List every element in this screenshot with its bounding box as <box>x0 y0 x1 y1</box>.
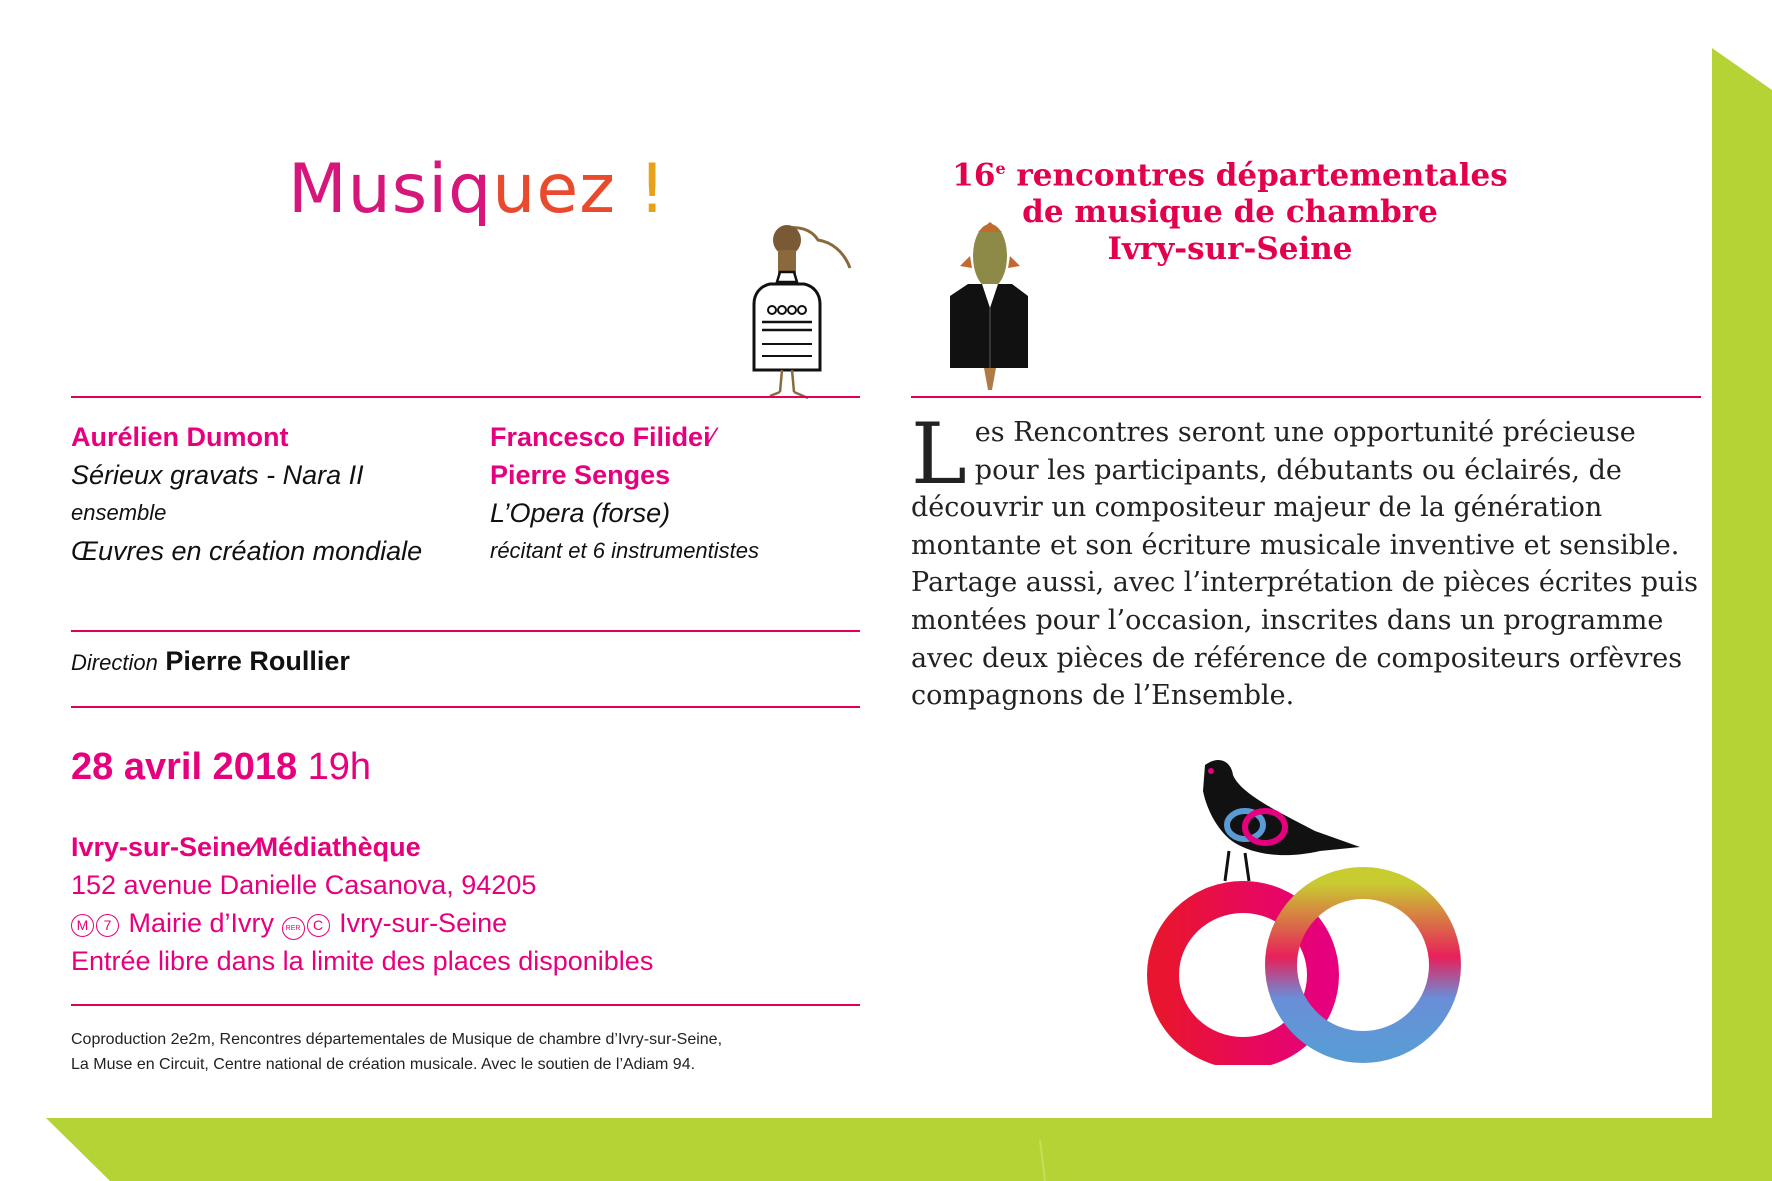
divider <box>71 706 860 708</box>
work-title: L’Opera (forse) <box>490 498 671 528</box>
title-part1: Musiq <box>288 150 493 229</box>
metro-icon: M <box>71 914 94 937</box>
page-title <box>288 150 667 229</box>
venue-address: 152 avenue Danielle Casanova, 94205 <box>71 870 537 900</box>
slash-separator: ⁄ <box>710 422 716 452</box>
divider <box>71 630 860 632</box>
bird-in-sweater-icon <box>740 222 860 400</box>
rer-icon: RER <box>282 917 305 940</box>
headline-line3: Ivry-sur-Seine <box>1107 231 1353 268</box>
program-col2 <box>490 418 759 570</box>
work-title: Sérieux gravats - Nara II <box>71 460 364 490</box>
director-name: Pierre Roullier <box>165 646 350 676</box>
headline-num: 16 <box>952 157 996 194</box>
rer-station: Ivry-sur-Seine <box>339 908 508 938</box>
time-text: 19h <box>307 746 372 788</box>
divider <box>71 1004 860 1006</box>
program-col1 <box>71 418 422 570</box>
rer-line-icon: C <box>307 914 330 937</box>
headline-line2: de musique de chambre <box>1022 194 1438 231</box>
drop-cap: L <box>911 405 967 503</box>
work-forces: récitant et 6 instrumentistes <box>490 538 760 563</box>
fish-in-suit-icon <box>942 222 1037 398</box>
credits-line2: La Muse en Circuit, Centre national de création musicale. Avec le soutien de l’Adiam 94. <box>71 1056 696 1073</box>
direction-line <box>71 642 350 682</box>
divider <box>71 396 860 398</box>
entry-info: Entrée libre dans la limite des places disponibles <box>71 946 654 976</box>
direction-label: Direction <box>71 650 158 675</box>
headline-sup: e <box>995 159 1006 178</box>
description-paragraph <box>911 405 1701 715</box>
headline-line1: rencontres départementales <box>1005 157 1508 194</box>
date-text: 28 avril 2018 <box>71 746 298 788</box>
work-forces: ensemble <box>71 500 167 525</box>
work-note: Œuvres en création mondiale <box>71 536 423 566</box>
credits-line1: Coproduction 2e2m, Rencontres départementales de Musique de chambre d’Ivry-sur-Seine, <box>71 1031 723 1048</box>
author-name: Pierre Senges <box>490 460 671 490</box>
composer-name: Aurélien Dumont <box>71 422 289 452</box>
credits-footer <box>71 1027 722 1077</box>
venue-name: Ivry-sur-Seine⁄Médiathèque <box>71 832 421 862</box>
venue-block <box>71 828 653 980</box>
pigeon-on-rings-icon <box>1145 755 1470 1065</box>
metro-station: Mairie d’Ivry <box>128 908 275 938</box>
divider <box>911 396 1701 398</box>
description-text: es Rencontres seront une opportunité précieuse pour les participants, débutants ou éclairés, de découvrir un compositeur majeur de la génération montante et son écriture musicale inventive et sensible. Partage aussi, avec l’interprétation de pièces écrites puis montées pour l’occasion, inscrites dans un programme avec deux pièces de référence de compositeurs orfèvres compagnons de l’Ensemble. <box>911 417 1698 712</box>
metro-line-icon: 7 <box>96 914 119 937</box>
transit-info <box>71 904 653 942</box>
event-date <box>71 746 371 789</box>
composer-name: Francesco Filidei <box>490 422 711 452</box>
title-part3: ! <box>615 150 667 229</box>
title-part2: uez <box>492 150 616 229</box>
